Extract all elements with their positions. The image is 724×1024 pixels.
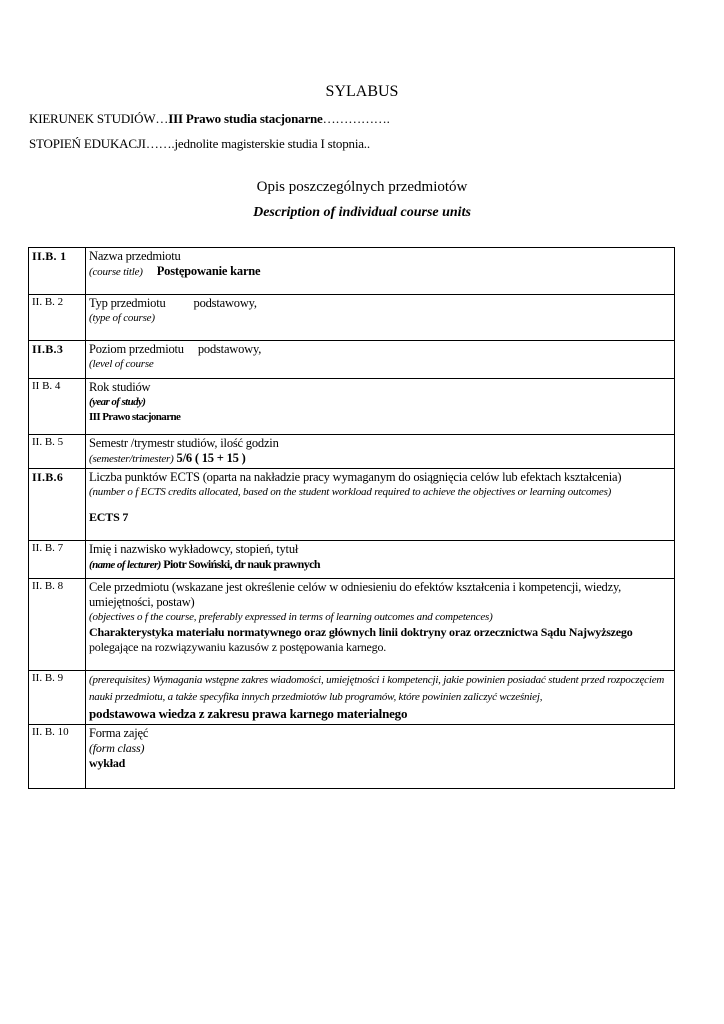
row-description [86, 579, 675, 671]
table-row [29, 341, 675, 379]
row-label-pl: Rok studiów [89, 380, 151, 394]
row-code: II. B. 10 [29, 725, 86, 789]
table-row [29, 671, 675, 725]
row-label-en: (level of course [89, 358, 154, 370]
row-description [86, 541, 675, 579]
row-description [86, 671, 675, 725]
row-description [86, 379, 675, 435]
field-of-study-trail: ……………. [322, 111, 390, 126]
subtitle-pl: Opis poszczególnych przedmiotów [256, 179, 468, 195]
table-row [29, 725, 675, 789]
row-description [86, 725, 675, 789]
row-description [86, 248, 675, 295]
row-label-en: (type of course) [89, 312, 155, 324]
row-label-pl: Forma zajęć [89, 726, 149, 740]
row-label-en: (semester/trimester) [89, 453, 174, 465]
page-title: SYLABUS [325, 83, 399, 100]
table-row [29, 541, 675, 579]
table-row [29, 579, 675, 671]
row-value: podstawowa wiedza z zakresu prawa karnego materialnego [89, 706, 408, 721]
table-row [29, 435, 675, 469]
row-label-pl: Cele przedmiotu (wskazane jest określenie celów w odniesieniu do efektów kształcenia i kompetencji, wiedzy, umiejętności, postaw) [89, 580, 622, 609]
row-label-en: (year of study) [89, 396, 146, 408]
row-value: 5/6 ( 15 + 15 ) [176, 451, 246, 465]
row-description [86, 469, 675, 541]
education-level-line [29, 136, 370, 152]
table-row [29, 295, 675, 341]
row-value: podstawowy, [193, 296, 257, 310]
row-label-en: (objectives o f the course, preferably expressed in terms of learning outcomes and competences) [89, 611, 493, 623]
row-label-en: (number o f ECTS credits allocated, based on the student workload required to achieve the objectives or learning outcomes) [89, 486, 612, 498]
row-label-pl: Typ przedmiotu [89, 296, 166, 310]
field-of-study-label: KIERUNEK STUDIÓW… [29, 111, 169, 126]
row-code: II. B. 8 [29, 579, 86, 671]
row-label-pl: Poziom przedmiotu [89, 342, 184, 356]
row-code: II. B. 2 [29, 295, 86, 341]
row-value: Postępowanie karne [156, 264, 261, 278]
table-row [29, 248, 675, 295]
row-description [86, 295, 675, 341]
table-row [29, 469, 675, 541]
row-label-pl: Imię i nazwisko wykładowcy, stopień, tytuł [89, 542, 299, 556]
row-extra: polegające na rozwiązywaniu kazusów z postępowania karnego. [89, 640, 387, 654]
table-row [29, 379, 675, 435]
row-value: Charakterystyka materiału normatywnego oraz głównych linii doktryny oraz orzecznictwa Sądu Najwyższego [89, 625, 633, 639]
row-label-pl: Semestr /trymestr studiów, ilość godzin [89, 436, 279, 450]
row-label-en: (form class) [89, 741, 145, 755]
subtitle-en: Description of individual course units [253, 205, 471, 220]
row-code: II B. 4 [29, 379, 86, 435]
field-of-study-line [29, 111, 390, 127]
row-label-pl: Nazwa przedmiotu [89, 249, 181, 263]
row-value: ECTS 7 [89, 510, 129, 524]
row-label-en: (name of lecturer) [89, 559, 161, 571]
row-description [86, 341, 675, 379]
education-level-value: .jednolite magisterskie studia I stopnia.. [171, 136, 370, 151]
row-value: III Prawo stacjonarne [89, 411, 181, 423]
row-code: II.B.3 [29, 341, 86, 379]
row-code: II.B.6 [29, 469, 86, 541]
education-level-label: STOPIEŃ EDUKACJI…… [29, 136, 172, 151]
row-code: II. B. 7 [29, 541, 86, 579]
row-description [86, 435, 675, 469]
row-code: II.B. 1 [29, 248, 86, 295]
field-of-study-value: III Prawo studia stacjonarne [168, 111, 323, 126]
row-value: Piotr Sowiński, dr nauk prawnych [163, 557, 320, 571]
row-code: II. B. 5 [29, 435, 86, 469]
row-label-pl: Liczba punktów ECTS (oparta na nakładzie pracy wymaganym do osiągnięcia celów lub efektach kształcenia) [89, 470, 622, 484]
row-value: wykład [89, 756, 126, 770]
row-label-en: (course title) [89, 266, 143, 278]
row-label-en: (prerequisites) Wymagania wstępne zakres wiadomości, umiejętności i kompetencji, jakie powinien posiadać student przed rozpoczęciem nauki przedmiotu, a także specyfika innych przedmiotów lub programów, które powinien zaliczyć wcześniej, [89, 674, 665, 703]
row-value: podstawowy, [197, 342, 262, 356]
row-code: II. B. 9 [29, 671, 86, 725]
syllabus-table [28, 247, 675, 789]
